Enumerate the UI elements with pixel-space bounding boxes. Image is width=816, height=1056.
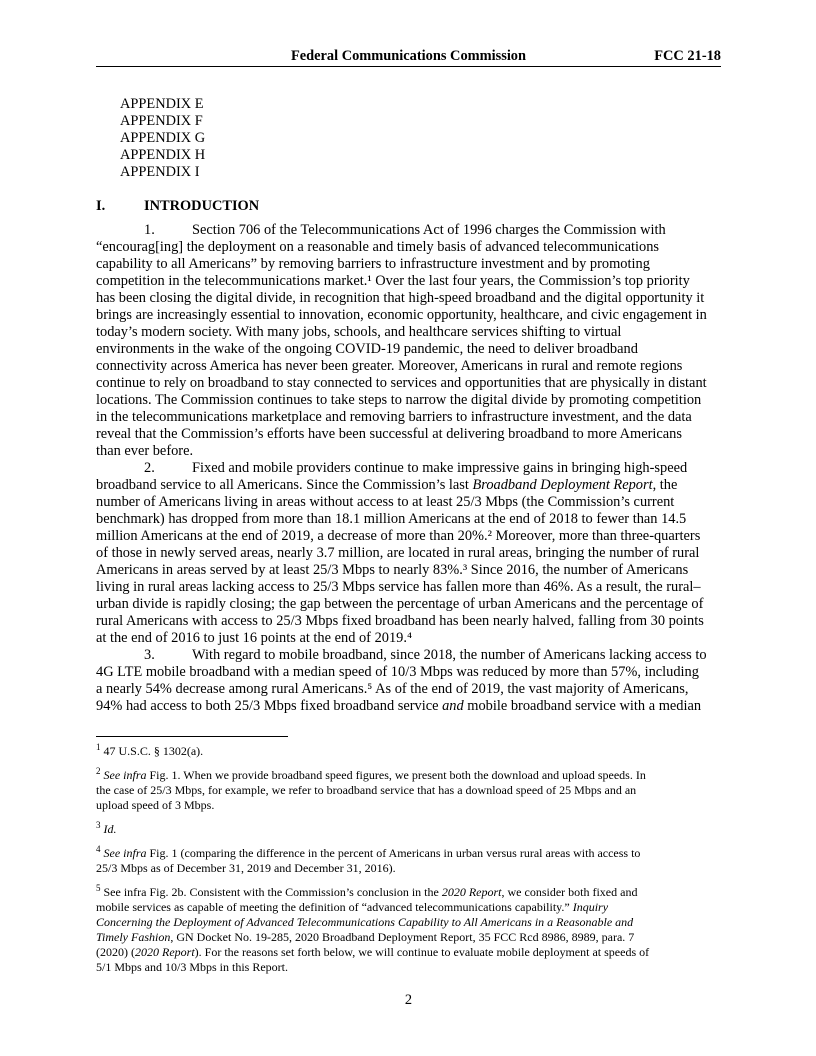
page-header — [96, 48, 721, 67]
paragraph-line — [96, 239, 721, 256]
footnote-line — [96, 822, 721, 837]
line-text: environments in the wake of the ongoing COVID-19 pandemic, the need to deliver broadband — [96, 341, 638, 357]
footnote-line — [96, 798, 721, 813]
line-text: urban divide is rapidly closing; the gap between the percentage of urban Americans and the percentage of — [96, 596, 704, 612]
footnote-text: mobile services as capable of meeting the definition of “advanced telecommunications capability.” Inquiry — [96, 900, 609, 914]
footnote-mark: 1 — [96, 742, 101, 752]
paragraph-line — [96, 307, 721, 324]
footnote — [96, 744, 721, 759]
footnotes — [96, 744, 721, 984]
header-agency: Federal Communications Commission — [290, 48, 527, 64]
paragraph-number: 1. — [144, 222, 155, 238]
line-text: 94% had access to both 25/3 Mbps fixed broadband service and mobile broadband service with a median — [96, 698, 702, 714]
line-text: than ever before. — [96, 443, 194, 459]
footnote-line — [96, 768, 721, 783]
footnote-text: upload speed of 3 Mbps. — [96, 798, 215, 812]
line-text: number of Americans living in areas without access to at least 25/3 Mbps (the Commission’s current — [96, 494, 675, 510]
footnote — [96, 846, 721, 876]
line-text: reveal that the Commission’s efforts have been successful at delivering broadband to more Americans — [96, 426, 682, 442]
paragraph-number: 2. — [144, 460, 155, 476]
footnote-line — [96, 915, 721, 930]
line-text: Section 706 of the Telecommunications Act of 1996 charges the Commission with — [192, 222, 666, 238]
appendix-item: APPENDIX E — [120, 96, 204, 112]
line-text: rural Americans with access to 25/3 Mbps fixed broadband has been nearly halved, falling from 30 points — [96, 613, 704, 629]
footnote-text: (2020) (2020 Report). For the reasons set forth below, we will continue to evaluate mobile deployment at speeds of — [96, 945, 650, 959]
appendix-item: APPENDIX H — [120, 147, 206, 163]
paragraph-line — [96, 681, 721, 698]
line-text: a nearly 54% decrease among rural Americans.⁵ As of the end of 2019, the vast majority of Americans, — [96, 681, 689, 697]
paragraph-line — [96, 324, 721, 341]
paragraph — [96, 222, 721, 460]
line-text: brings are increasingly essential to innovation, economic opportunity, healthcare, and civic engagement in — [96, 307, 707, 323]
line-text: connectivity across America has never been greater. Moreover, Americans in rural and remote regions — [96, 358, 683, 374]
line-text: continue to rely on broadband to stay connected to services and opportunities that are physically in distant — [96, 375, 707, 391]
appendix-item: APPENDIX F — [120, 113, 203, 129]
section-heading — [96, 198, 259, 215]
paragraph-line — [96, 562, 721, 579]
footnote-text: See infra Fig. 1. When we provide broadband speed figures, we present both the download and upload speeds. In — [103, 768, 646, 782]
footnote-line — [96, 885, 721, 900]
paragraph-line — [96, 409, 721, 426]
footnote-line — [96, 783, 721, 798]
line-text: competition in the telecommunications market.¹ Over the last four years, the Commission’s top priority — [96, 273, 690, 289]
paragraph-line — [96, 579, 721, 596]
line-text: in the telecommunications marketplace and removing barriers to infrastructure investment, and the data — [96, 409, 692, 425]
page-number: 2 — [404, 992, 413, 1008]
body-text — [96, 222, 721, 715]
line-text: today’s modern society. With many jobs, schools, and healthcare services shifting to virtual — [96, 324, 622, 340]
footnote — [96, 885, 721, 975]
footnote-text: See infra Fig. 1 (comparing the difference in the percent of Americans in urban versus rural areas with access to — [103, 846, 641, 860]
appendix-item: APPENDIX G — [120, 130, 206, 146]
line-text: has been closing the digital divide, in recognition that high-speed broadband and the digital opportunity it — [96, 290, 705, 306]
footnote-mark: 3 — [96, 820, 101, 830]
paragraph-line — [96, 222, 721, 239]
paragraph-number: 3. — [144, 647, 155, 663]
paragraph-line — [96, 426, 721, 443]
footnote-line — [96, 744, 721, 759]
line-text: 4G LTE mobile broadband with a median speed of 10/3 Mbps was reduced by more than 57%, including — [96, 664, 699, 680]
paragraph-line — [96, 528, 721, 545]
footnote-text: See infra Fig. 2b. Consistent with the Commission’s conclusion in the 2020 Report, we consider both fixed and — [103, 885, 638, 899]
paragraph-line — [96, 477, 721, 494]
footnote-separator — [96, 736, 288, 737]
paragraph-line — [96, 511, 721, 528]
footnote-text: Id. — [103, 822, 117, 836]
paragraph-line — [96, 273, 721, 290]
section-title: INTRODUCTION — [144, 198, 260, 214]
footnote-line — [96, 861, 721, 876]
line-text: broadband service to all Americans. Since the Commission’s last Broadband Deployment Report, the — [96, 477, 678, 493]
paragraph-line — [96, 256, 721, 273]
paragraph-line — [96, 545, 721, 562]
footnote-text: 47 U.S.C. § 1302(a). — [103, 744, 204, 758]
line-text: at the end of 2016 to just 16 points at the end of 2019.⁴ — [96, 630, 412, 646]
line-text: With regard to mobile broadband, since 2018, the number of Americans lacking access to — [192, 647, 707, 663]
footnote-line — [96, 900, 721, 915]
paragraph-line — [96, 596, 721, 613]
line-text: living in rural areas lacking access to 25/3 Mbps service has fallen more than 46%. As a result, the rural– — [96, 579, 701, 595]
paragraph-line — [96, 341, 721, 358]
footnote-text: Concerning the Deployment of Advanced Telecommunications Capability to All Americans in a Reasonable and — [96, 915, 634, 929]
paragraph-line — [96, 630, 721, 647]
footnote-text: the case of 25/3 Mbps, for example, we refer to broadband service that has a download speed of 25 Mbps and an — [96, 783, 637, 797]
paragraph-line — [96, 375, 721, 392]
header-doc-number: FCC 21-18 — [654, 48, 721, 64]
paragraph-line — [96, 460, 721, 477]
paragraph-line — [96, 647, 721, 664]
line-text: million Americans at the end of 2019, a decrease of more than 20%.² Moreover, more than three-quarters — [96, 528, 701, 544]
appendix-list — [120, 96, 205, 181]
paragraph-line — [96, 698, 721, 715]
footnote-mark: 5 — [96, 883, 101, 893]
paragraph — [96, 647, 721, 715]
paragraph-line — [96, 664, 721, 681]
footnote-line — [96, 930, 721, 945]
paragraph-line — [96, 290, 721, 307]
paragraph-line — [96, 358, 721, 375]
appendix-item: APPENDIX I — [120, 164, 200, 180]
line-text: capability to all Americans” by removing barriers to infrastructure investment and by promoting — [96, 256, 650, 272]
footnote — [96, 822, 721, 837]
footnote — [96, 768, 721, 813]
footnote-text: 25/3 Mbps as of December 31, 2019 and December 31, 2016). — [96, 861, 396, 875]
line-text: Fixed and mobile providers continue to make impressive gains in bringing high-speed — [192, 460, 688, 476]
footnote-text: Timely Fashion, GN Docket No. 19-285, 2020 Broadband Deployment Report, 35 FCC Rcd 8986, 8989, para. 7 — [96, 930, 635, 944]
paragraph-line — [96, 443, 721, 460]
paragraph — [96, 460, 721, 647]
footnote-line — [96, 960, 721, 975]
footnote-text: 5/1 Mbps and 10/3 Mbps in this Report. — [96, 960, 289, 974]
footnote-mark: 4 — [96, 844, 101, 854]
line-text: benchmark) has dropped from more than 18.1 million Americans at the end of 2018 to fewer than 14.5 — [96, 511, 687, 527]
footnote-line — [96, 846, 721, 861]
section-number: I. — [96, 198, 106, 214]
line-text: Americans in areas served by at least 25/3 Mbps to nearly 83%.³ Since 2016, the number of Americans — [96, 562, 689, 578]
line-text: locations. The Commission continues to take steps to narrow the digital divide by promoting competition — [96, 392, 702, 408]
paragraph-line — [96, 613, 721, 630]
paragraph-line — [96, 494, 721, 511]
footnote-mark: 2 — [96, 766, 101, 776]
footnote-line — [96, 945, 721, 960]
paragraph-line — [96, 392, 721, 409]
line-text: of those in newly served areas, nearly 3.7 million, are located in rural areas, bringing the number of rural — [96, 545, 700, 561]
line-text: “encourag[ing] the deployment on a reasonable and timely basis of advanced telecommunications — [96, 239, 660, 255]
